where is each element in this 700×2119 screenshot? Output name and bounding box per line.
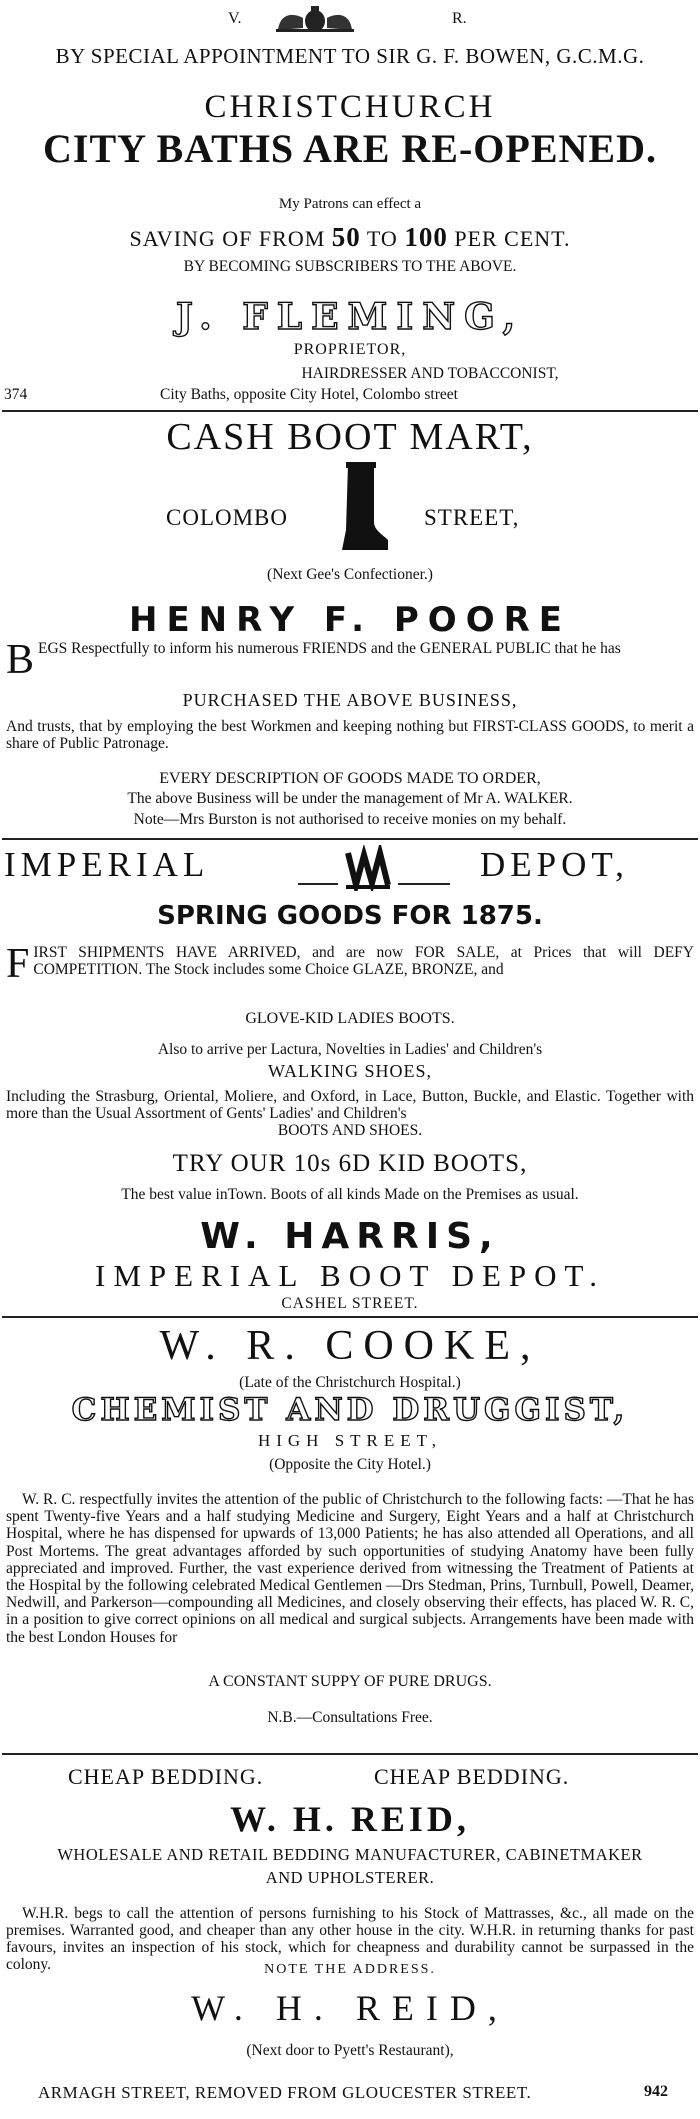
best-value-line: The best value inTown. Boots of all kinds Made on the Premises as usual. <box>121 1186 579 1203</box>
crown-boot-emblem-icon <box>342 845 394 891</box>
royal-coat-of-arms-icon <box>270 4 360 34</box>
cooke-name: W. R. COOKE, <box>159 1323 541 1369</box>
fleming-ad-number: 374 <box>4 386 28 403</box>
shipments-paragraph <box>6 941 694 987</box>
cheap-bedding-left: CHEAP BEDDING. <box>68 1764 264 1789</box>
underline-left <box>298 883 338 885</box>
next-gees-line: (Next Gee's Confectioner.) <box>267 566 433 583</box>
saving-to: TO <box>366 226 398 251</box>
late-of-hospital-line: (Late of the Christchurch Hospital.) <box>239 1374 461 1391</box>
reid-body-text: W.H.R. begs to call the attention of persons furnishing to his Stock of Mattrasses, &c., all made on the premises. Warranted good, and cheaper than any other house in the city. W.H.R. in returning thanks for past favours, invites an inspection of his stock, which for cheapness and durability cannot be surpassed in the colony. <box>6 1905 694 1973</box>
divider <box>2 838 698 840</box>
harris-dropcap: F <box>6 941 30 987</box>
boots-and-shoes-line: BOOTS AND SHOES. <box>277 1122 423 1139</box>
street-label: STREET, <box>424 505 520 530</box>
hairdresser-line: HAIRDRESSER AND TOBACCONIST, <box>301 365 559 382</box>
note-address-line: NOTE THE ADDRESS. <box>264 1962 436 1977</box>
including-text: Including the Strasburg, Oriental, Moliere, and Oxford, in Lace, Button, Buckle, and Elastic. Together with more than the Usual Assortment of Gents' Ladies' and Children's <box>6 1088 694 1122</box>
saving-suffix: PER CENT. <box>454 226 571 251</box>
spring-goods-heading: SPRING GOODS FOR 1875. <box>157 901 543 931</box>
cashel-street-line: CASHEL STREET. <box>281 1295 419 1312</box>
divider <box>2 1753 698 1755</box>
royal-mark-right: R. <box>452 10 467 27</box>
reid-address: ARMAGH STREET, REMOVED FROM GLOUCESTER STREET. <box>38 2083 532 2102</box>
poore-dropcap: B <box>6 637 35 683</box>
chemist-druggist-line: CHEMIST AND DRUGGIST, <box>71 1392 629 1428</box>
reid-name: W. H. REID, <box>230 1799 470 1839</box>
colombo-label: COLOMBO <box>166 505 289 530</box>
divider <box>2 410 698 412</box>
imperial-depot-row <box>0 845 700 895</box>
reid-ad-number: 942 <box>644 2083 668 2100</box>
cheap-bedding-right: CHEAP BEDDING. <box>374 1764 570 1789</box>
reid-trade-line: WHOLESALE AND RETAIL BEDDING MANUFACTURER, CABINETMAKER <box>57 1845 643 1864</box>
proprietor-line: PROPRIETOR, <box>293 341 407 358</box>
patrons-line: My Patrons can effect a <box>278 196 422 212</box>
saving-to-value: 100 <box>404 222 448 252</box>
burston-note: Note—Mrs Burston is not authorised to receive monies on my behalf. <box>133 811 567 828</box>
poore-intro <box>6 637 694 683</box>
cash-boot-mart-heading: CASH BOOT MART, <box>166 416 534 458</box>
glove-kid-line: GLOVE-KID LADIES BOOTS. <box>245 1010 455 1027</box>
appointment-line: BY SPECIAL APPOINTMENT TO SIR G. F. BOWEN, G.C.M.G. <box>55 44 645 68</box>
lactura-line: Also to arrive per Lactura, Novelties in Ladies' and Children's <box>157 1041 543 1058</box>
city-baths-heading: CITY BATHS ARE RE-OPENED. <box>43 126 657 171</box>
saving-from-value: 50 <box>331 222 361 252</box>
opposite-hotel-line: (Opposite the City Hotel.) <box>269 1456 431 1473</box>
poore-intro-text: EGS Respectfully to inform his numerous FRIENDS and the GENERAL PUBLIC that he has <box>38 640 621 657</box>
consultations-free-line: N.B.—Consultations Free. <box>267 1709 433 1726</box>
saving-prefix: SAVING OF FROM <box>129 226 326 251</box>
high-street-line: HIGH STREET, <box>257 1431 443 1450</box>
kid-boots-line: TRY OUR 10s 6D KID BOOTS, <box>172 1150 528 1177</box>
henry-poore-name: HENRY F. POORE <box>128 600 572 640</box>
divider <box>2 1316 698 1318</box>
poore-trusts-text: And trusts, that by employing the best Workmen and keeping nothing but FIRST-CLASS GOODS, to merit a share of Public Patronage. <box>6 718 694 752</box>
reid-name-repeat: W. H. REID, <box>191 1988 509 2028</box>
upholsterer-line: AND UPHOLSTERER. <box>265 1868 435 1887</box>
imperial-label: IMPERIAL <box>4 845 210 884</box>
royal-mark-left: V. <box>228 10 242 27</box>
w-harris-name: W. HARRIS, <box>200 1216 500 1257</box>
fleming-name: J. FLEMING, <box>175 296 525 338</box>
fleming-address: City Baths, opposite City Hotel, Colombo street <box>160 386 458 403</box>
cooke-body-text: W. R. C. respectfully invites the attention of the public of Christchurch to the following facts: —That he has spent Twenty-five Years and a half studying Medicine and Surgery, Eight Years and a half at Christchurch Hospital, where he has dispensed for upwards of 13,000 Patients; he has also attended all Operations, and all Post Mortems. The great advantages afforded by such opportunities of studying Anatomy have been fully appreciated and improved. Further, the vast experience derived from witnessing the Treatment of Patients at the Hospital by the following celebrated Medical Gentlemen —Drs Stedman, Prins, Turnbull, Powell, Deamer, Nedwill, and Parkerson—compounding all Medicines, and closely observing their effects, has placed W. R. C, in a position to give correct opinions on all medical and surgical subjects. Arrangements have been made with the best London Houses for <box>6 1491 694 1646</box>
imperial-boot-depot-line: IMPERIAL BOOT DEPOT. <box>95 1258 605 1293</box>
saving-line <box>0 222 700 253</box>
underline-right <box>398 883 450 885</box>
royal-header <box>0 4 700 34</box>
riding-boot-icon <box>338 460 390 554</box>
shipments-text: IRST SHIPMENTS HAVE ARRIVED, and are now FOR SALE, at Prices that will DEFY COMPETITION. The Stock includes some Choice GLAZE, BRONZE, and <box>33 944 694 978</box>
reid-address-row <box>0 2083 700 2109</box>
walking-shoes-line: WALKING SHOES, <box>268 1061 432 1081</box>
pure-drugs-line: A CONSTANT SUPPY OF PURE DRUGS. <box>208 1673 492 1690</box>
christchurch-heading: CHRISTCHURCH <box>204 89 496 125</box>
depot-label: DEPOT, <box>480 845 629 884</box>
management-line: The above Business will be under the management of Mr A. WALKER. <box>127 790 573 807</box>
next-door-line: (Next door to Pyett's Restaurant), <box>246 2042 454 2059</box>
colombo-street-row <box>0 460 700 560</box>
every-description-line: EVERY DESCRIPTION OF GOODS MADE TO ORDER, <box>159 770 541 787</box>
purchased-line: PURCHASED THE ABOVE BUSINESS, <box>182 690 518 710</box>
subscribers-line: BY BECOMING SUBSCRIBERS TO THE ABOVE. <box>183 258 517 275</box>
